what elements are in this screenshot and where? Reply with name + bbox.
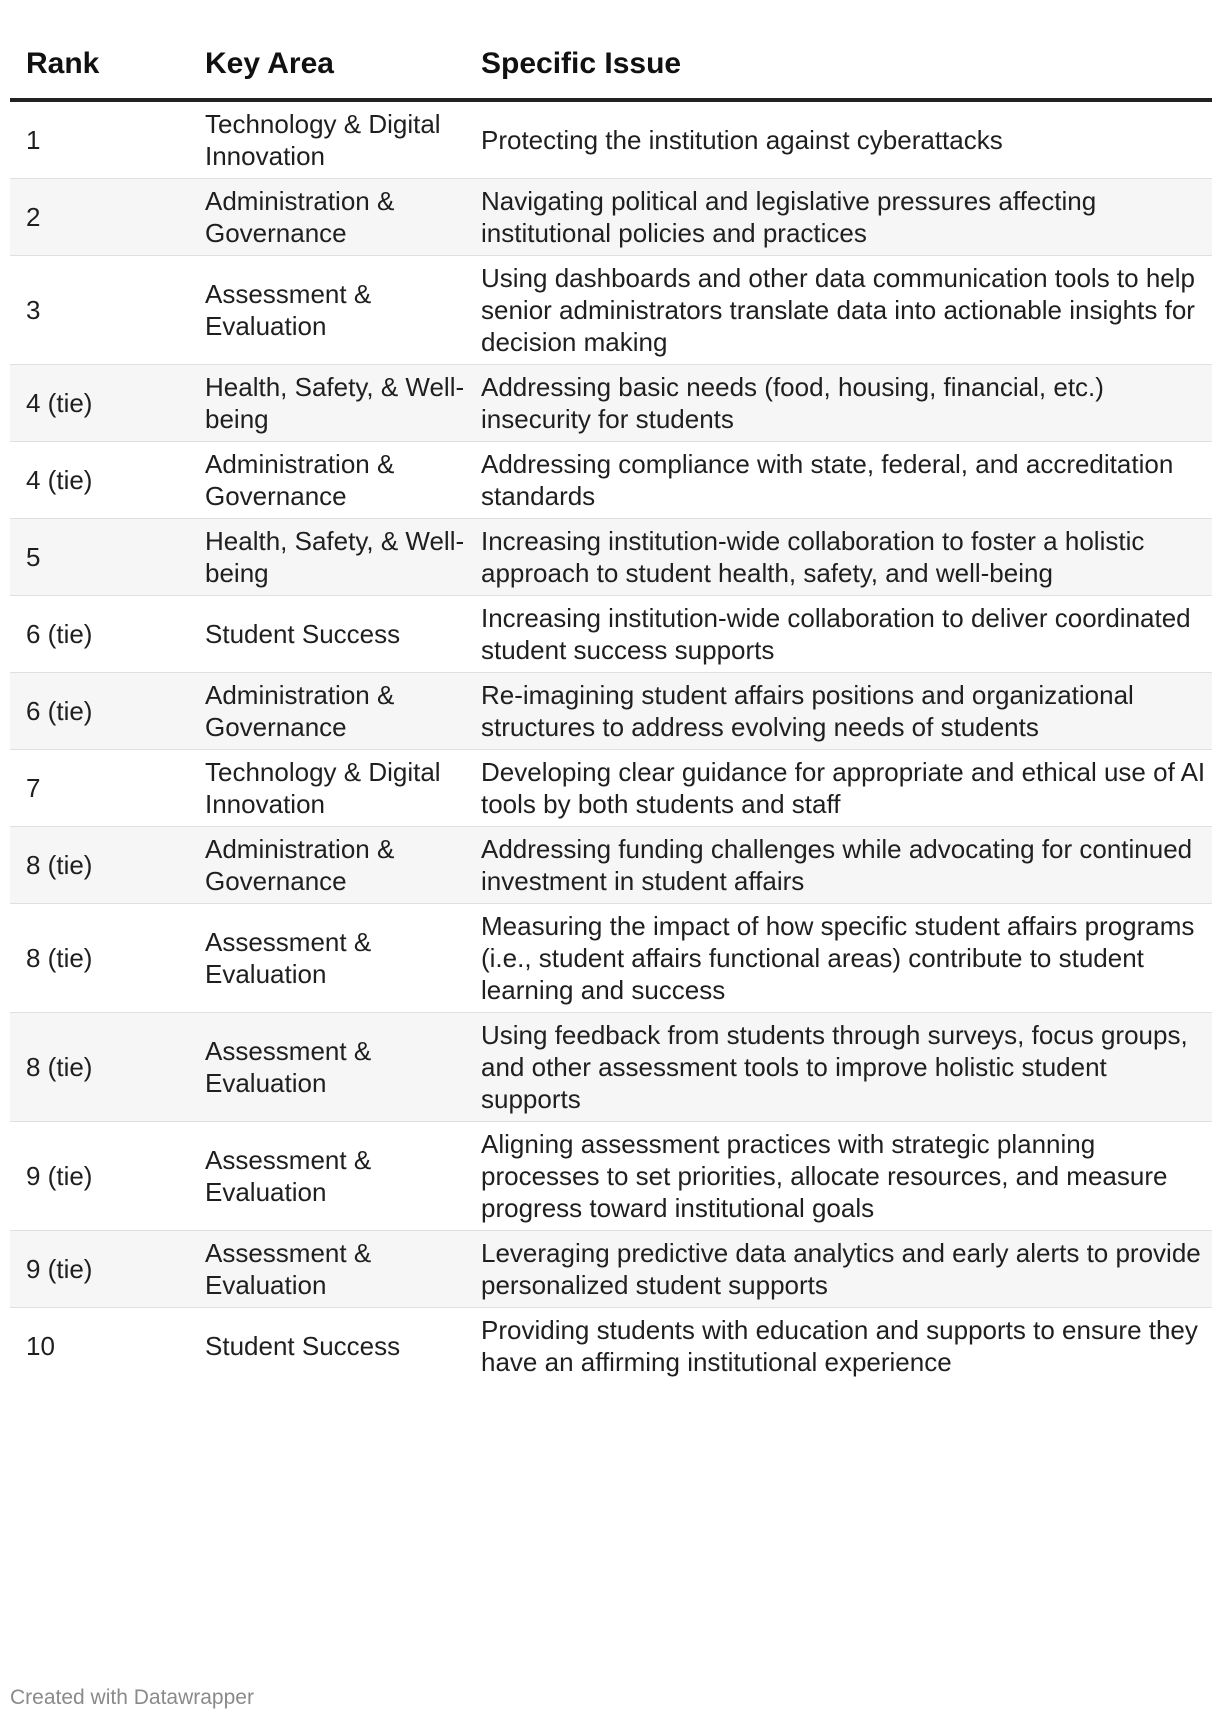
cell-rank: 8 (tie): [10, 904, 189, 1013]
table-row: [10, 179, 1212, 256]
cell-rank: 8 (tie): [10, 827, 189, 904]
cell-specific-issue: Aligning assessment practices with strategic planning processes to set priorities, allocate resources, and measure progress toward institutional goals: [465, 1122, 1212, 1231]
cell-key-area: Technology & Digital Innovation: [189, 100, 465, 179]
table-row: [10, 673, 1212, 750]
cell-rank: 9 (tie): [10, 1122, 189, 1231]
cell-key-area: Assessment & Evaluation: [189, 1013, 465, 1122]
cell-rank: 10: [26, 1331, 55, 1361]
cell-key-area: Administration & Governance: [189, 673, 465, 750]
cell-key-area: Assessment & Evaluation: [189, 1122, 465, 1231]
cell-key-area: Assessment & Evaluation: [189, 1231, 465, 1308]
cell-specific-issue: Addressing funding challenges while advocating for continued investment in student affairs: [465, 827, 1212, 904]
cell-rank: 6 (tie): [10, 673, 189, 750]
cell-specific-issue: Increasing institution-wide collaboration to deliver coordinated student success supports: [465, 596, 1212, 673]
cell-specific-issue: Measuring the impact of how specific student affairs programs (i.e., student affairs functional areas) contribute to student learning and success: [465, 904, 1212, 1013]
cell-specific-issue: Using dashboards and other data communication tools to help senior administrators translate data into actionable insights for decision making: [465, 256, 1212, 365]
cell-specific-issue: Leveraging predictive data analytics and early alerts to provide personalized student supports: [465, 1231, 1212, 1308]
cell-rank: 8 (tie): [10, 1013, 189, 1122]
table-row: [10, 750, 1212, 827]
cell-specific-issue: Protecting the institution against cyberattacks: [465, 100, 1212, 179]
table-row: [10, 256, 1212, 365]
table-row: [10, 827, 1212, 904]
cell-key-area: Administration & Governance: [189, 827, 465, 904]
cell-specific-issue: Developing clear guidance for appropriate and ethical use of AI tools by both students and staff: [465, 750, 1212, 827]
cell-key-area: Health, Safety, & Well-being: [189, 365, 465, 442]
cell-key-area: Technology & Digital Innovation: [189, 750, 465, 827]
table-header: [10, 30, 1212, 100]
cell-rank: 3: [10, 256, 189, 365]
cell-key-area: Student Success: [205, 1331, 401, 1361]
table-row: [10, 1308, 1212, 1385]
table-body: [10, 100, 1212, 1384]
cell-rank: 7: [10, 750, 189, 827]
cell-specific-issue: Using feedback from students through surveys, focus groups, and other assessment tools to improve holistic student supports: [465, 1013, 1212, 1122]
header-rank[interactable]: Rank: [10, 30, 189, 100]
table-row: [10, 100, 1212, 179]
table-row: [10, 442, 1212, 519]
cell-rank: 6 (tie): [10, 596, 189, 673]
table-row: [10, 1122, 1212, 1231]
table-row: [10, 904, 1212, 1013]
cell-rank: 1: [10, 100, 189, 179]
table-row: [10, 1013, 1212, 1122]
cell-specific-issue: Addressing compliance with state, federal, and accreditation standards: [465, 442, 1212, 519]
cell-specific-issue: Re-imagining student affairs positions and organizational structures to address evolving needs of students: [465, 673, 1212, 750]
cell-rank: 2: [10, 179, 189, 256]
header-key-area[interactable]: Key Area: [189, 30, 465, 100]
table-row: [10, 596, 1212, 673]
cell-rank: 4 (tie): [10, 442, 189, 519]
cell-key-area: Assessment & Evaluation: [189, 256, 465, 365]
table-row: [10, 519, 1212, 596]
cell-rank: 9 (tie): [10, 1231, 189, 1308]
cell-rank: 5: [10, 519, 189, 596]
cell-specific-issue: Increasing institution-wide collaboration to foster a holistic approach to student health, safety, and well-being: [465, 519, 1212, 596]
header-row: [10, 30, 1212, 100]
datawrapper-credit: Created with Datawrapper: [10, 1686, 254, 1709]
cell-specific-issue: Navigating political and legislative pressures affecting institutional policies and practices: [465, 179, 1212, 256]
cell-key-area: Administration & Governance: [189, 179, 465, 256]
cell-rank: 4 (tie): [10, 365, 189, 442]
cell-key-area: Administration & Governance: [189, 442, 465, 519]
cell-key-area: Assessment & Evaluation: [189, 904, 465, 1013]
cell-key-area: Health, Safety, & Well-being: [189, 519, 465, 596]
ranking-table: [10, 30, 1212, 1384]
cell-key-area: Student Success: [189, 596, 465, 673]
header-specific-issue[interactable]: Specific Issue: [465, 30, 1212, 100]
cell-specific-issue: Providing students with education and supports to ensure they have an affirming institutional experience: [481, 1315, 1198, 1377]
table-row: [10, 1231, 1212, 1308]
table-row: [10, 365, 1212, 442]
cell-specific-issue: Addressing basic needs (food, housing, financial, etc.) insecurity for students: [465, 365, 1212, 442]
